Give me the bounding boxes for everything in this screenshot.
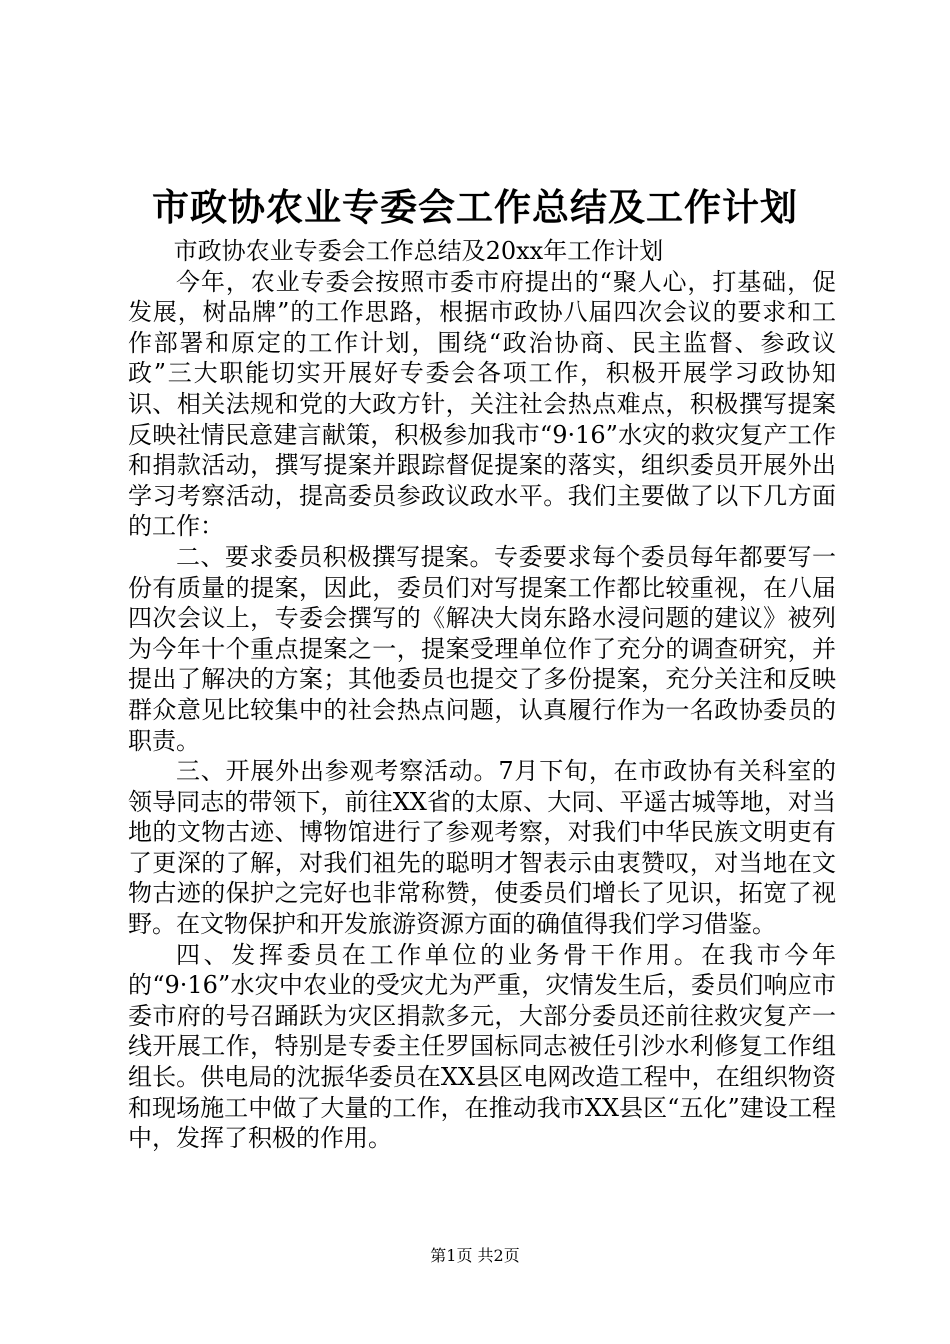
document-subtitle: 市政协农业专委会工作总结及20xx年工作计划 [173, 237, 664, 265]
paragraph-inspection: 三、开展外出参观考察活动。7月下旬，在市政协有关科室的领导同志的带领下，前往XX省的太原、大同、平遥古城等地，对当地的文物古迹、博物馆进行了参观考察，对我们中华民族文明吏有了更深的了解，对我们祖先的聪明才智表示由衷赞叹，对当地在文物古迹的保护之完好也非常称赞，使委员们增长了见识，拓宽了视野。在文物保护和开发旅游资源方面的确值得我们学习借鉴。 [128, 757, 836, 939]
paragraph-members-role: 四、发挥委员在工作单位的业务骨干作用。在我市今年的“9·16”水灾中农业的受灾尤为严重，灾情发生后，委员们响应市委市府的号召踊跃为灾区捐款多元，大部分委员还前往救灾复产一线开展工作，特别是专委主任罗国标同志被任引沙水利修复工作组组长。供电局的沈振华委员在XX县区电网改造工程中，在组织物资和现场施工中做了大量的工作，在推动我市XX县区“五化”建设工程中，发挥了积极的作用。 [128, 940, 836, 1153]
paragraph-intro: 今年，农业专委会按照市委市府提出的“聚人心，打基础，促发展，树品牌”的工作思路，根据市政协八届四次会议的要求和工作部署和原定的工作计划，围绕“政治协商、民主监督、参政议政”三大职能切实开展好专委会各项工作，积极开展学习政协知识、相关法规和党的大政方针，关注社会热点难点，积极撰写提案反映社情民意建言献策，积极参加我市“9·16”水灾的救灾复产工作和捐款活动，撰写提案并跟踪督促提案的落实，组织委员开展外出学习考察活动，提高委员参政议政水平。我们主要做了以下几方面的工作： [128, 267, 836, 541]
document-title: 市政协农业专委会工作总结及工作计划 [152, 185, 798, 229]
document-body [128, 236, 836, 1154]
page-number: 第1页 共2页 [430, 1246, 520, 1265]
paragraph-proposals: 二、要求委员积极撰写提案。专委要求每个委员每年都要写一份有质量的提案，因此，委员们对写提案工作都比较重视，在八届四次会议上，专委会撰写的《解决大岗东路水浸问题的建议》被列为今年十个重点提案之一，提案受理单位作了充分的调查研究，并提出了解决的方案；其他委员也提交了多份提案，充分关注和反映群众意见比较集中的社会热点问题，认真履行作为一名政协委员的职责。 [128, 542, 836, 755]
